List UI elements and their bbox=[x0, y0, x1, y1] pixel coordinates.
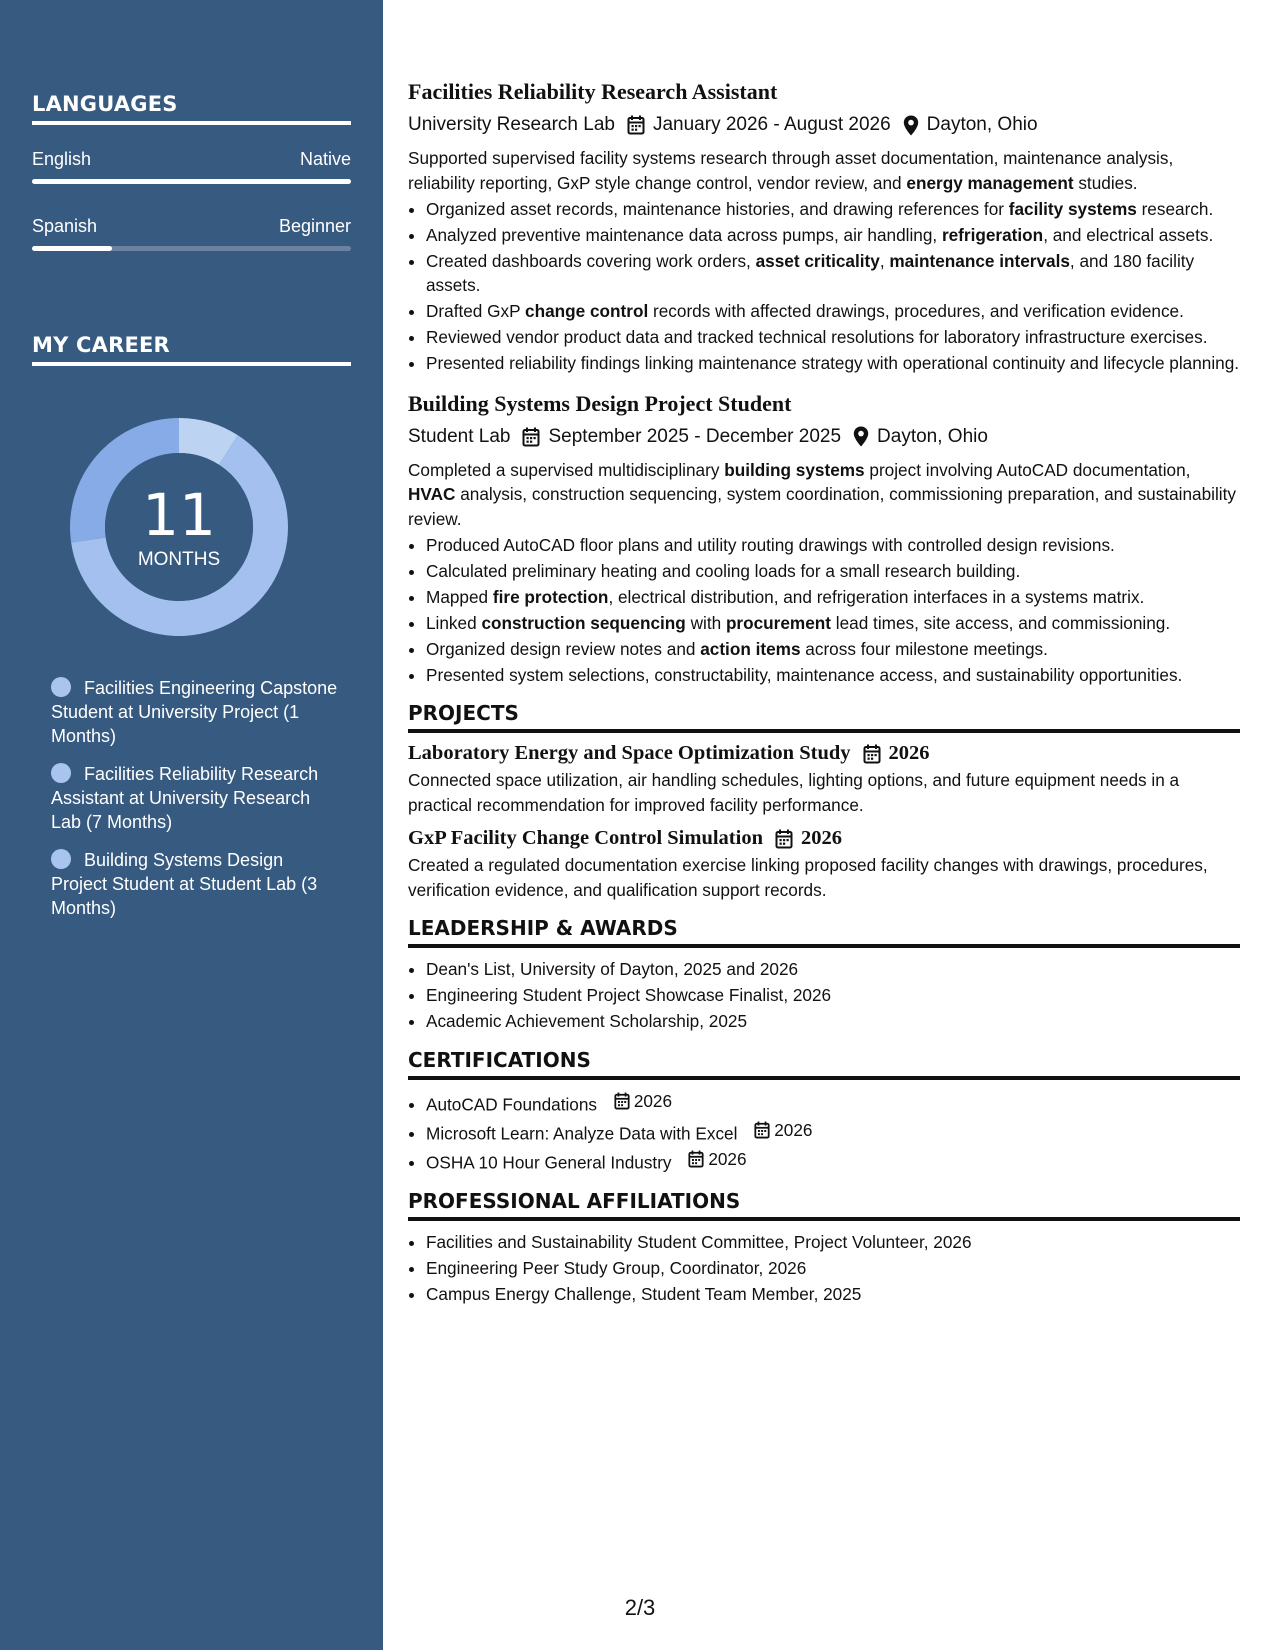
career-section bbox=[32, 333, 351, 366]
language-proficiency-fill bbox=[32, 246, 112, 251]
language-level: Native bbox=[299, 149, 351, 169]
calendar-icon bbox=[522, 427, 540, 447]
job-meta bbox=[408, 112, 1240, 138]
career-legend-label: Facilities Reliability Research Assistant at University Research Lab (7 Months) bbox=[51, 764, 319, 832]
language-name: English bbox=[32, 149, 92, 169]
job-bullet: • Organized asset records, maintenance histories, and drawing references for facility systems research. bbox=[426, 197, 1240, 222]
affiliations-list bbox=[426, 1230, 1240, 1307]
job-title: Facilities Reliability Research Assistant bbox=[408, 79, 778, 104]
job-org: University Research Lab bbox=[408, 114, 615, 135]
certification-name: AutoCAD Foundations bbox=[426, 1093, 598, 1114]
leadership-section bbox=[408, 916, 1240, 1034]
affiliations-section bbox=[408, 1189, 1240, 1307]
location-pin-icon bbox=[903, 115, 919, 136]
certification-year: 2026 bbox=[708, 1149, 747, 1169]
affiliation-item: • Engineering Peer Study Group, Coordinator, 2026 bbox=[426, 1256, 1240, 1281]
project-description: Created a regulated documentation exercise linking proposed facility changes with drawings, procedures, verification evidence, and qualification support records. bbox=[408, 855, 1208, 900]
job-bullet: • Analyzed preventive maintenance data across pumps, air handling, refrigeration, and electrical assets. bbox=[426, 223, 1240, 248]
language-name: Spanish bbox=[32, 216, 98, 236]
project-year: 2026 bbox=[800, 827, 842, 849]
calendar-icon bbox=[614, 1092, 630, 1110]
job-bullet: • Presented system selections, constructability, maintenance access, and sustainability opportunities. bbox=[426, 663, 1240, 688]
project-title: GxP Facility Change Control Simulation bbox=[408, 827, 763, 849]
job-bullet: • Drafted GxP change control records with affected drawings, procedures, and verification evidence. bbox=[426, 299, 1240, 324]
job-bullet: • Reviewed vendor product data and tracked technical resolutions for laboratory infrastructure exercises. bbox=[426, 325, 1240, 350]
language-proficiency-fill bbox=[32, 179, 351, 184]
career-legend-item bbox=[51, 762, 341, 834]
project-description: Connected space utilization, air handling schedules, lighting options, and future equipment needs in a practical recommendation for improved facility performance. bbox=[408, 770, 1180, 815]
project-title: Laboratory Energy and Space Optimization Study bbox=[408, 742, 851, 764]
project-entry bbox=[408, 742, 1240, 817]
calendar-icon bbox=[754, 1121, 770, 1139]
language-level: Beginner bbox=[278, 216, 351, 236]
career-legend-label: Facilities Engineering Capstone Student at University Project (1 Months) bbox=[51, 678, 338, 746]
certification-date bbox=[754, 1118, 812, 1143]
language-proficiency-bar bbox=[32, 246, 351, 251]
job-bullet: • Calculated preliminary heating and cooling loads for a small research building. bbox=[426, 559, 1240, 584]
job-bullets bbox=[426, 533, 1240, 688]
job-dates: January 2026 - August 2026 bbox=[652, 114, 891, 135]
certifications-section bbox=[408, 1048, 1240, 1175]
language-item bbox=[32, 216, 351, 251]
job-bullets bbox=[426, 197, 1240, 376]
calendar-icon bbox=[775, 829, 793, 849]
experience-entry bbox=[408, 390, 1240, 688]
certification-name: OSHA 10 Hour General Industry bbox=[426, 1152, 672, 1173]
job-org: Student Lab bbox=[408, 425, 511, 447]
affiliation-item: • Facilities and Sustainability Student Committee, Project Volunteer, 2026 bbox=[426, 1230, 1240, 1255]
leadership-item: • Engineering Student Project Showcase Finalist, 2026 bbox=[426, 983, 1240, 1008]
job-bullet: • Mapped fire protection, electrical distribution, and refrigeration interfaces in a systems matrix. bbox=[426, 585, 1240, 610]
job-summary: Completed a supervised multidisciplinary building systems project involving AutoCAD documentation, HVAC analysis, construction sequencing, system coordination, commissioning preparation, and sustainability review. bbox=[408, 459, 1236, 529]
job-bullet: • Produced AutoCAD floor plans and utility routing drawings with controlled design revisions. bbox=[426, 533, 1240, 558]
certification-item bbox=[426, 1147, 1240, 1175]
certification-year: 2026 bbox=[774, 1119, 813, 1140]
career-legend-label: Building Systems Design Project Student at Student Lab (3 Months) bbox=[51, 850, 318, 918]
job-bullet: • Linked construction sequencing with procurement lead times, site access, and commissioning. bbox=[426, 611, 1240, 636]
donut-center bbox=[66, 414, 292, 640]
certification-date bbox=[614, 1089, 672, 1114]
job-bullet: • Organized design review notes and action items across four milestone meetings. bbox=[426, 637, 1240, 662]
sidebar bbox=[0, 0, 383, 1650]
job-title: Building Systems Design Project Student bbox=[408, 390, 792, 416]
main-content bbox=[408, 78, 1240, 1306]
certification-item bbox=[426, 1118, 1240, 1146]
project-title-row bbox=[408, 827, 1240, 850]
career-heading: MY CAREER bbox=[32, 333, 351, 366]
calendar-icon bbox=[688, 1150, 704, 1168]
legend-dot-icon bbox=[51, 763, 71, 783]
career-total-unit: MONTHS bbox=[137, 549, 221, 570]
certification-item bbox=[426, 1089, 1240, 1117]
project-title-row bbox=[408, 742, 1240, 765]
page-number: 2/3 bbox=[624, 1595, 656, 1620]
career-legend-item bbox=[51, 848, 341, 920]
language-proficiency-bar bbox=[32, 179, 351, 184]
leadership-heading: LEADERSHIP & AWARDS bbox=[408, 916, 1240, 948]
career-total-months: 11 bbox=[142, 481, 216, 549]
job-dates: September 2025 - December 2025 bbox=[548, 425, 842, 447]
projects-section bbox=[408, 701, 1240, 902]
job-meta bbox=[408, 424, 1240, 450]
leadership-item: • Dean's List, University of Dayton, 2025 and 2026 bbox=[426, 957, 1240, 982]
leadership-item: • Academic Achievement Scholarship, 2025 bbox=[426, 1009, 1240, 1034]
job-bullet: • Created dashboards covering work orders, asset criticality, maintenance intervals, and 180 facility assets. bbox=[426, 249, 1240, 298]
certification-date bbox=[688, 1147, 746, 1172]
job-bullet: • Presented reliability findings linking maintenance strategy with operational continuity and lifecycle planning. bbox=[426, 351, 1240, 376]
job-summary: Supported supervised facility systems research through asset documentation, maintenance analysis, reliability reporting, GxP style change control, vendor review, and energy management studies. bbox=[408, 148, 1174, 193]
certifications-heading: CERTIFICATIONS bbox=[408, 1048, 1240, 1080]
certifications-list bbox=[426, 1089, 1240, 1175]
legend-dot-icon bbox=[51, 849, 71, 869]
certification-year: 2026 bbox=[633, 1090, 673, 1111]
calendar-icon bbox=[627, 115, 645, 135]
leadership-list bbox=[426, 957, 1240, 1034]
language-item bbox=[32, 149, 351, 184]
job-location: Dayton, Ohio bbox=[877, 425, 988, 447]
career-donut-chart bbox=[66, 414, 292, 640]
project-year: 2026 bbox=[888, 742, 930, 764]
calendar-icon bbox=[863, 744, 881, 764]
job-location: Dayton, Ohio bbox=[926, 114, 1038, 135]
legend-dot-icon bbox=[51, 677, 71, 697]
certification-name: Microsoft Learn: Analyze Data with Excel bbox=[426, 1123, 738, 1143]
career-legend bbox=[51, 676, 341, 934]
location-pin-icon bbox=[853, 426, 869, 447]
career-legend-item bbox=[51, 676, 341, 748]
languages-heading: LANGUAGES bbox=[32, 92, 351, 125]
affiliation-item: • Campus Energy Challenge, Student Team Member, 2025 bbox=[426, 1282, 1240, 1307]
experience-entry bbox=[408, 78, 1240, 376]
affiliations-heading: PROFESSIONAL AFFILIATIONS bbox=[408, 1189, 1240, 1221]
projects-heading: PROJECTS bbox=[408, 701, 1240, 733]
project-entry bbox=[408, 827, 1240, 902]
languages-section bbox=[32, 92, 351, 251]
